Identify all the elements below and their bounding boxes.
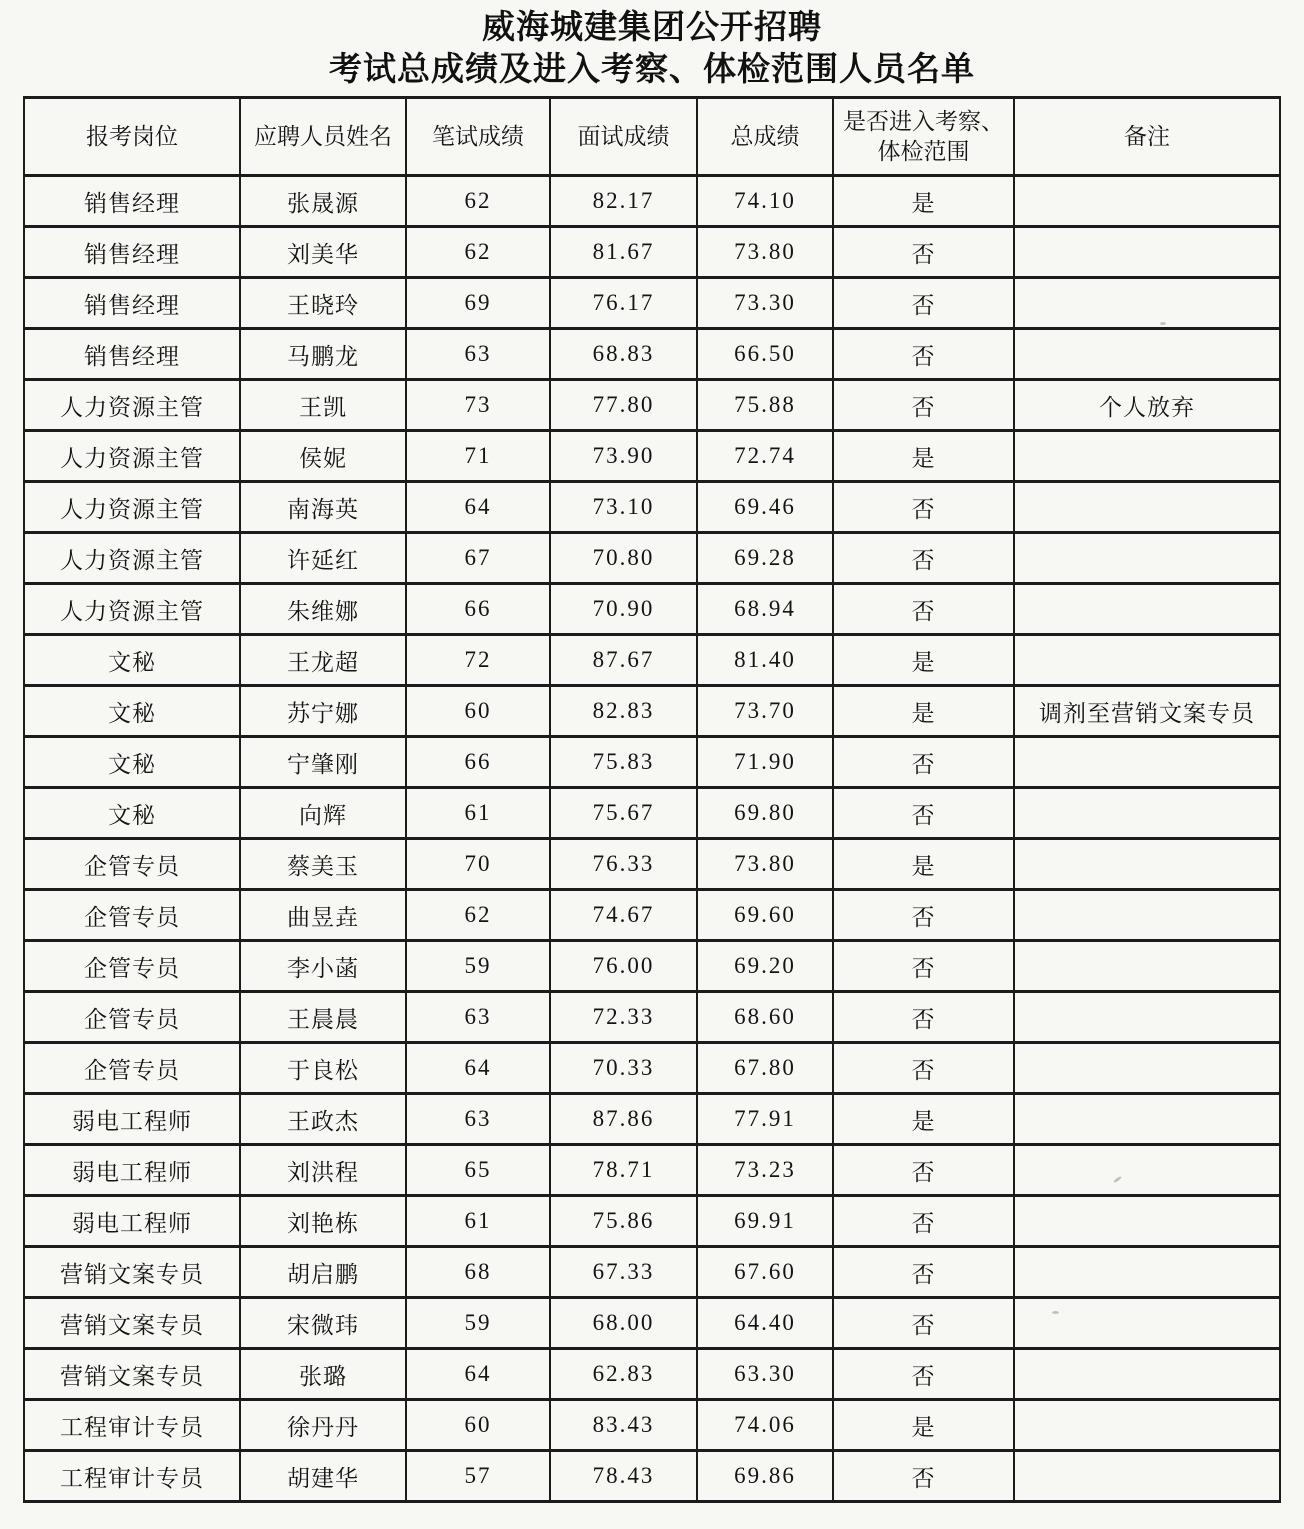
cell-written: 66 [406, 584, 550, 635]
cell-position: 销售经理 [24, 176, 240, 227]
cell-remark: 个人放弃 [1014, 380, 1280, 431]
table-row [24, 1247, 1280, 1298]
cell-name: 许延红 [240, 533, 406, 584]
cell-written: 67 [406, 533, 550, 584]
cell-remark [1014, 737, 1280, 788]
cell-remark [1014, 533, 1280, 584]
cell-entered: 否 [833, 1298, 1014, 1349]
cell-position: 企管专员 [24, 992, 240, 1043]
cell-total: 67.80 [697, 1043, 833, 1094]
cell-position: 文秘 [24, 788, 240, 839]
cell-position: 人力资源主管 [24, 533, 240, 584]
cell-name: 朱维娜 [240, 584, 406, 635]
table-row [24, 329, 1280, 380]
cell-total: 73.70 [697, 686, 833, 737]
cell-entered: 否 [833, 329, 1014, 380]
column-header-entered-scope: 是否进入考察、体检范围 [833, 98, 1014, 176]
cell-written: 64 [406, 482, 550, 533]
cell-total: 68.94 [697, 584, 833, 635]
cell-name: 侯妮 [240, 431, 406, 482]
title-block [0, 0, 1304, 90]
cell-interview: 83.43 [550, 1400, 697, 1451]
cell-entered: 否 [833, 1043, 1014, 1094]
cell-interview: 81.67 [550, 227, 697, 278]
cell-written: 72 [406, 635, 550, 686]
cell-name: 王晨晨 [240, 992, 406, 1043]
cell-interview: 78.71 [550, 1145, 697, 1196]
cell-remark [1014, 329, 1280, 380]
cell-entered: 是 [833, 635, 1014, 686]
column-header-position: 报考岗位 [24, 98, 240, 176]
cell-position: 文秘 [24, 635, 240, 686]
cell-entered: 是 [833, 1400, 1014, 1451]
cell-position: 工程审计专员 [24, 1451, 240, 1502]
cell-position: 人力资源主管 [24, 431, 240, 482]
cell-written: 62 [406, 176, 550, 227]
cell-written: 57 [406, 1451, 550, 1502]
cell-entered: 否 [833, 890, 1014, 941]
scan-speckle [1052, 1311, 1059, 1314]
cell-entered: 否 [833, 941, 1014, 992]
table-row [24, 890, 1280, 941]
cell-written: 64 [406, 1349, 550, 1400]
cell-written: 71 [406, 431, 550, 482]
cell-remark: 调剂至营销文案专员 [1014, 686, 1280, 737]
cell-interview: 82.17 [550, 176, 697, 227]
cell-written: 63 [406, 992, 550, 1043]
cell-total: 73.23 [697, 1145, 833, 1196]
cell-position: 企管专员 [24, 890, 240, 941]
cell-entered: 是 [833, 431, 1014, 482]
cell-name: 王晓玲 [240, 278, 406, 329]
cell-name: 王龙超 [240, 635, 406, 686]
cell-position: 工程审计专员 [24, 1400, 240, 1451]
cell-total: 64.40 [697, 1298, 833, 1349]
cell-written: 65 [406, 1145, 550, 1196]
cell-remark [1014, 1451, 1280, 1502]
cell-interview: 70.33 [550, 1043, 697, 1094]
cell-remark [1014, 431, 1280, 482]
cell-interview: 73.10 [550, 482, 697, 533]
cell-total: 71.90 [697, 737, 833, 788]
cell-interview: 75.83 [550, 737, 697, 788]
cell-interview: 74.67 [550, 890, 697, 941]
cell-name: 马鹏龙 [240, 329, 406, 380]
cell-remark [1014, 482, 1280, 533]
cell-written: 63 [406, 329, 550, 380]
cell-total: 69.20 [697, 941, 833, 992]
cell-position: 人力资源主管 [24, 584, 240, 635]
cell-interview: 68.00 [550, 1298, 697, 1349]
cell-written: 70 [406, 839, 550, 890]
cell-position: 企管专员 [24, 839, 240, 890]
cell-interview: 67.33 [550, 1247, 697, 1298]
cell-entered: 否 [833, 227, 1014, 278]
cell-entered: 否 [833, 278, 1014, 329]
cell-name: 苏宁娜 [240, 686, 406, 737]
column-header-remark: 备注 [1014, 98, 1280, 176]
cell-written: 62 [406, 890, 550, 941]
cell-remark [1014, 278, 1280, 329]
cell-remark [1014, 941, 1280, 992]
cell-total: 69.46 [697, 482, 833, 533]
cell-entered: 是 [833, 686, 1014, 737]
table-row [24, 176, 1280, 227]
table-row [24, 1145, 1280, 1196]
cell-written: 60 [406, 1400, 550, 1451]
cell-total: 73.80 [697, 839, 833, 890]
cell-total: 66.50 [697, 329, 833, 380]
cell-written: 63 [406, 1094, 550, 1145]
cell-entered: 否 [833, 788, 1014, 839]
cell-position: 人力资源主管 [24, 482, 240, 533]
table-row [24, 482, 1280, 533]
cell-name: 向辉 [240, 788, 406, 839]
cell-remark [1014, 839, 1280, 890]
cell-name: 徐丹丹 [240, 1400, 406, 1451]
cell-name: 蔡美玉 [240, 839, 406, 890]
cell-entered: 否 [833, 482, 1014, 533]
cell-total: 69.80 [697, 788, 833, 839]
cell-position: 企管专员 [24, 941, 240, 992]
table-row [24, 1298, 1280, 1349]
scan-speckle [1160, 322, 1166, 325]
column-header-interview-score: 面试成绩 [550, 98, 697, 176]
cell-position: 营销文案专员 [24, 1247, 240, 1298]
cell-total: 63.30 [697, 1349, 833, 1400]
cell-written: 61 [406, 788, 550, 839]
table-row [24, 431, 1280, 482]
cell-remark [1014, 1298, 1280, 1349]
cell-name: 于良松 [240, 1043, 406, 1094]
cell-entered: 是 [833, 839, 1014, 890]
table-row [24, 1196, 1280, 1247]
cell-name: 张璐 [240, 1349, 406, 1400]
cell-remark [1014, 1349, 1280, 1400]
cell-entered: 否 [833, 737, 1014, 788]
cell-name: 王凯 [240, 380, 406, 431]
cell-name: 宋微玮 [240, 1298, 406, 1349]
cell-entered: 否 [833, 1247, 1014, 1298]
cell-position: 销售经理 [24, 329, 240, 380]
cell-entered: 否 [833, 584, 1014, 635]
cell-interview: 76.17 [550, 278, 697, 329]
cell-total: 73.80 [697, 227, 833, 278]
cell-interview: 77.80 [550, 380, 697, 431]
table-row [24, 992, 1280, 1043]
cell-entered: 否 [833, 1196, 1014, 1247]
cell-remark [1014, 788, 1280, 839]
table-row [24, 788, 1280, 839]
cell-remark [1014, 635, 1280, 686]
cell-remark [1014, 890, 1280, 941]
cell-interview: 62.83 [550, 1349, 697, 1400]
cell-remark [1014, 1145, 1280, 1196]
cell-written: 59 [406, 941, 550, 992]
table-row [24, 380, 1280, 431]
cell-remark [1014, 176, 1280, 227]
cell-total: 69.91 [697, 1196, 833, 1247]
cell-remark [1014, 1196, 1280, 1247]
cell-interview: 73.90 [550, 431, 697, 482]
cell-total: 81.40 [697, 635, 833, 686]
cell-interview: 68.83 [550, 329, 697, 380]
cell-name: 曲昱垚 [240, 890, 406, 941]
document-title: 威海城建集团公开招聘 [482, 8, 822, 45]
cell-position: 销售经理 [24, 227, 240, 278]
cell-position: 企管专员 [24, 1043, 240, 1094]
column-header-applicant-name: 应聘人员姓名 [240, 98, 406, 176]
cell-remark [1014, 584, 1280, 635]
cell-remark [1014, 1247, 1280, 1298]
cell-entered: 否 [833, 992, 1014, 1043]
table-row [24, 1349, 1280, 1400]
cell-position: 弱电工程师 [24, 1196, 240, 1247]
cell-interview: 75.67 [550, 788, 697, 839]
cell-total: 77.91 [697, 1094, 833, 1145]
cell-interview: 72.33 [550, 992, 697, 1043]
cell-total: 69.86 [697, 1451, 833, 1502]
table-row [24, 1094, 1280, 1145]
table-row [24, 278, 1280, 329]
cell-interview: 76.00 [550, 941, 697, 992]
cell-interview: 87.67 [550, 635, 697, 686]
cell-name: 李小菡 [240, 941, 406, 992]
cell-name: 王政杰 [240, 1094, 406, 1145]
table-row [24, 839, 1280, 890]
table-header-row [24, 98, 1280, 176]
cell-total: 68.60 [697, 992, 833, 1043]
table-row [24, 1400, 1280, 1451]
cell-total: 69.60 [697, 890, 833, 941]
table-row [24, 941, 1280, 992]
cell-entered: 否 [833, 380, 1014, 431]
cell-interview: 87.86 [550, 1094, 697, 1145]
cell-remark [1014, 227, 1280, 278]
cell-written: 64 [406, 1043, 550, 1094]
cell-written: 66 [406, 737, 550, 788]
table-row [24, 227, 1280, 278]
table-row [24, 533, 1280, 584]
cell-position: 弱电工程师 [24, 1145, 240, 1196]
cell-name: 南海英 [240, 482, 406, 533]
cell-name: 刘艳栋 [240, 1196, 406, 1247]
cell-written: 62 [406, 227, 550, 278]
cell-position: 文秘 [24, 737, 240, 788]
cell-position: 营销文案专员 [24, 1349, 240, 1400]
cell-position: 文秘 [24, 686, 240, 737]
cell-total: 73.30 [697, 278, 833, 329]
table-row [24, 686, 1280, 737]
cell-name: 胡启鹏 [240, 1247, 406, 1298]
cell-interview: 70.80 [550, 533, 697, 584]
cell-name: 刘美华 [240, 227, 406, 278]
cell-position: 弱电工程师 [24, 1094, 240, 1145]
table-row [24, 635, 1280, 686]
cell-entered: 否 [833, 1349, 1014, 1400]
cell-entered: 否 [833, 1451, 1014, 1502]
cell-remark [1014, 1400, 1280, 1451]
cell-position: 人力资源主管 [24, 380, 240, 431]
cell-position: 销售经理 [24, 278, 240, 329]
cell-written: 68 [406, 1247, 550, 1298]
table-row [24, 1451, 1280, 1502]
document-subtitle: 考试总成绩及进入考察、体检范围人员名单 [329, 50, 975, 87]
cell-written: 73 [406, 380, 550, 431]
cell-entered: 否 [833, 1145, 1014, 1196]
cell-remark [1014, 992, 1280, 1043]
cell-interview: 78.43 [550, 1451, 697, 1502]
cell-written: 61 [406, 1196, 550, 1247]
cell-name: 张晟源 [240, 176, 406, 227]
table-row [24, 1043, 1280, 1094]
cell-remark [1014, 1043, 1280, 1094]
cell-total: 69.28 [697, 533, 833, 584]
exam-results-table [23, 96, 1281, 1503]
cell-written: 60 [406, 686, 550, 737]
cell-entered: 是 [833, 176, 1014, 227]
cell-entered: 是 [833, 1094, 1014, 1145]
cell-written: 59 [406, 1298, 550, 1349]
cell-name: 胡建华 [240, 1451, 406, 1502]
cell-interview: 82.83 [550, 686, 697, 737]
cell-interview: 75.86 [550, 1196, 697, 1247]
column-header-total-score: 总成绩 [697, 98, 833, 176]
cell-name: 宁肇刚 [240, 737, 406, 788]
cell-total: 74.06 [697, 1400, 833, 1451]
column-header-written-score: 笔试成绩 [406, 98, 550, 176]
cell-total: 72.74 [697, 431, 833, 482]
table-row [24, 737, 1280, 788]
cell-interview: 76.33 [550, 839, 697, 890]
cell-written: 69 [406, 278, 550, 329]
cell-entered: 否 [833, 533, 1014, 584]
cell-remark [1014, 1094, 1280, 1145]
cell-position: 营销文案专员 [24, 1298, 240, 1349]
cell-total: 67.60 [697, 1247, 833, 1298]
cell-name: 刘洪程 [240, 1145, 406, 1196]
cell-total: 74.10 [697, 176, 833, 227]
cell-total: 75.88 [697, 380, 833, 431]
cell-interview: 70.90 [550, 584, 697, 635]
table-row [24, 584, 1280, 635]
